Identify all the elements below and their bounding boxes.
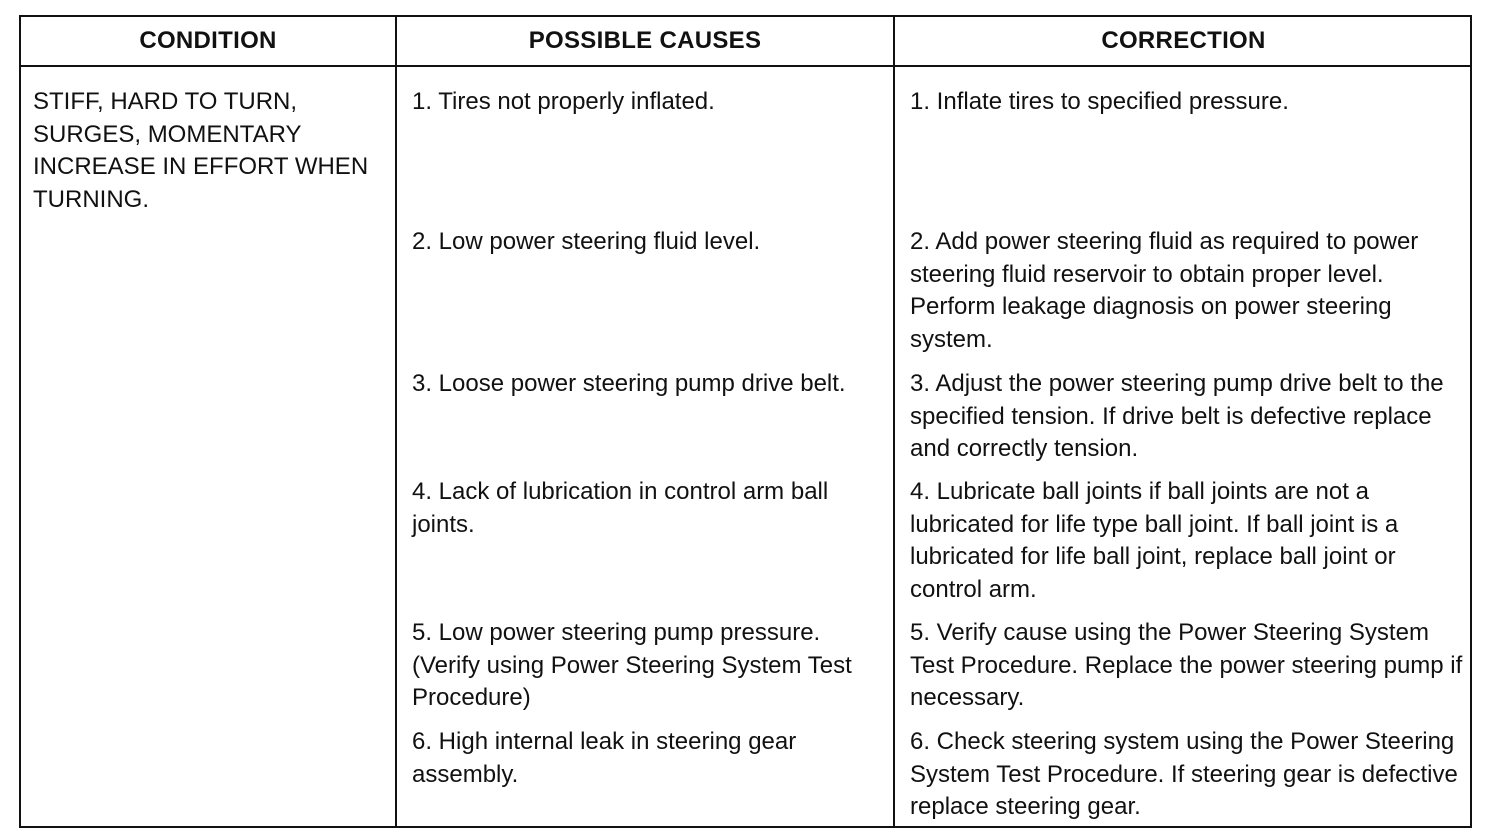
cause-2: 2. Low power steering fluid level.: [412, 228, 761, 255]
correction-2: 2. Add power steering fluid as required to power steering fluid reservoir to obtain proper level. Perform leakage diagnosis on power steering system.: [910, 228, 1419, 353]
condition-text: STIFF, HARD TO TURN, SURGES, MOMENTARY INCREASE IN EFFORT WHEN TURNING.: [33, 88, 369, 213]
correction-6: 6. Check steering system using the Power Steering System Test Procedure. If steering gear is defective replace steering gear.: [910, 728, 1458, 820]
diagnosis-table: [19, 15, 1472, 828]
correction-4: 4. Lubricate ball joints if ball joints are not a lubricated for life type ball joint. If ball joint is a lubricated for life ball joint, replace ball joint or control arm.: [910, 478, 1399, 603]
correction-1: 1. Inflate tires to specified pressure.: [910, 88, 1289, 115]
header-divider: [21, 65, 1470, 67]
column-divider: [395, 17, 397, 826]
correction-5: 5. Verify cause using the Power Steering System Test Procedure. Replace the power steering pump if necessary.: [910, 619, 1463, 711]
correction-3: 3. Adjust the power steering pump drive belt to the specified tension. If drive belt is defective replace and correctly tension.: [910, 370, 1444, 462]
cause-1: 1. Tires not properly inflated.: [412, 88, 715, 115]
cause-4: 4. Lack of lubrication in control arm ball joints.: [412, 478, 829, 538]
cause-6: 6. High internal leak in steering gear assembly.: [412, 728, 797, 788]
cause-5: 5. Low power steering pump pressure. (Verify using Power Steering System Test Procedure): [412, 619, 852, 711]
cause-3: 3. Loose power steering pump drive belt.: [412, 370, 846, 397]
header-correction: CORRECTION: [1101, 27, 1266, 54]
header-possible-causes: POSSIBLE CAUSES: [528, 27, 762, 54]
column-divider: [893, 17, 895, 826]
header-condition: CONDITION: [139, 27, 277, 54]
